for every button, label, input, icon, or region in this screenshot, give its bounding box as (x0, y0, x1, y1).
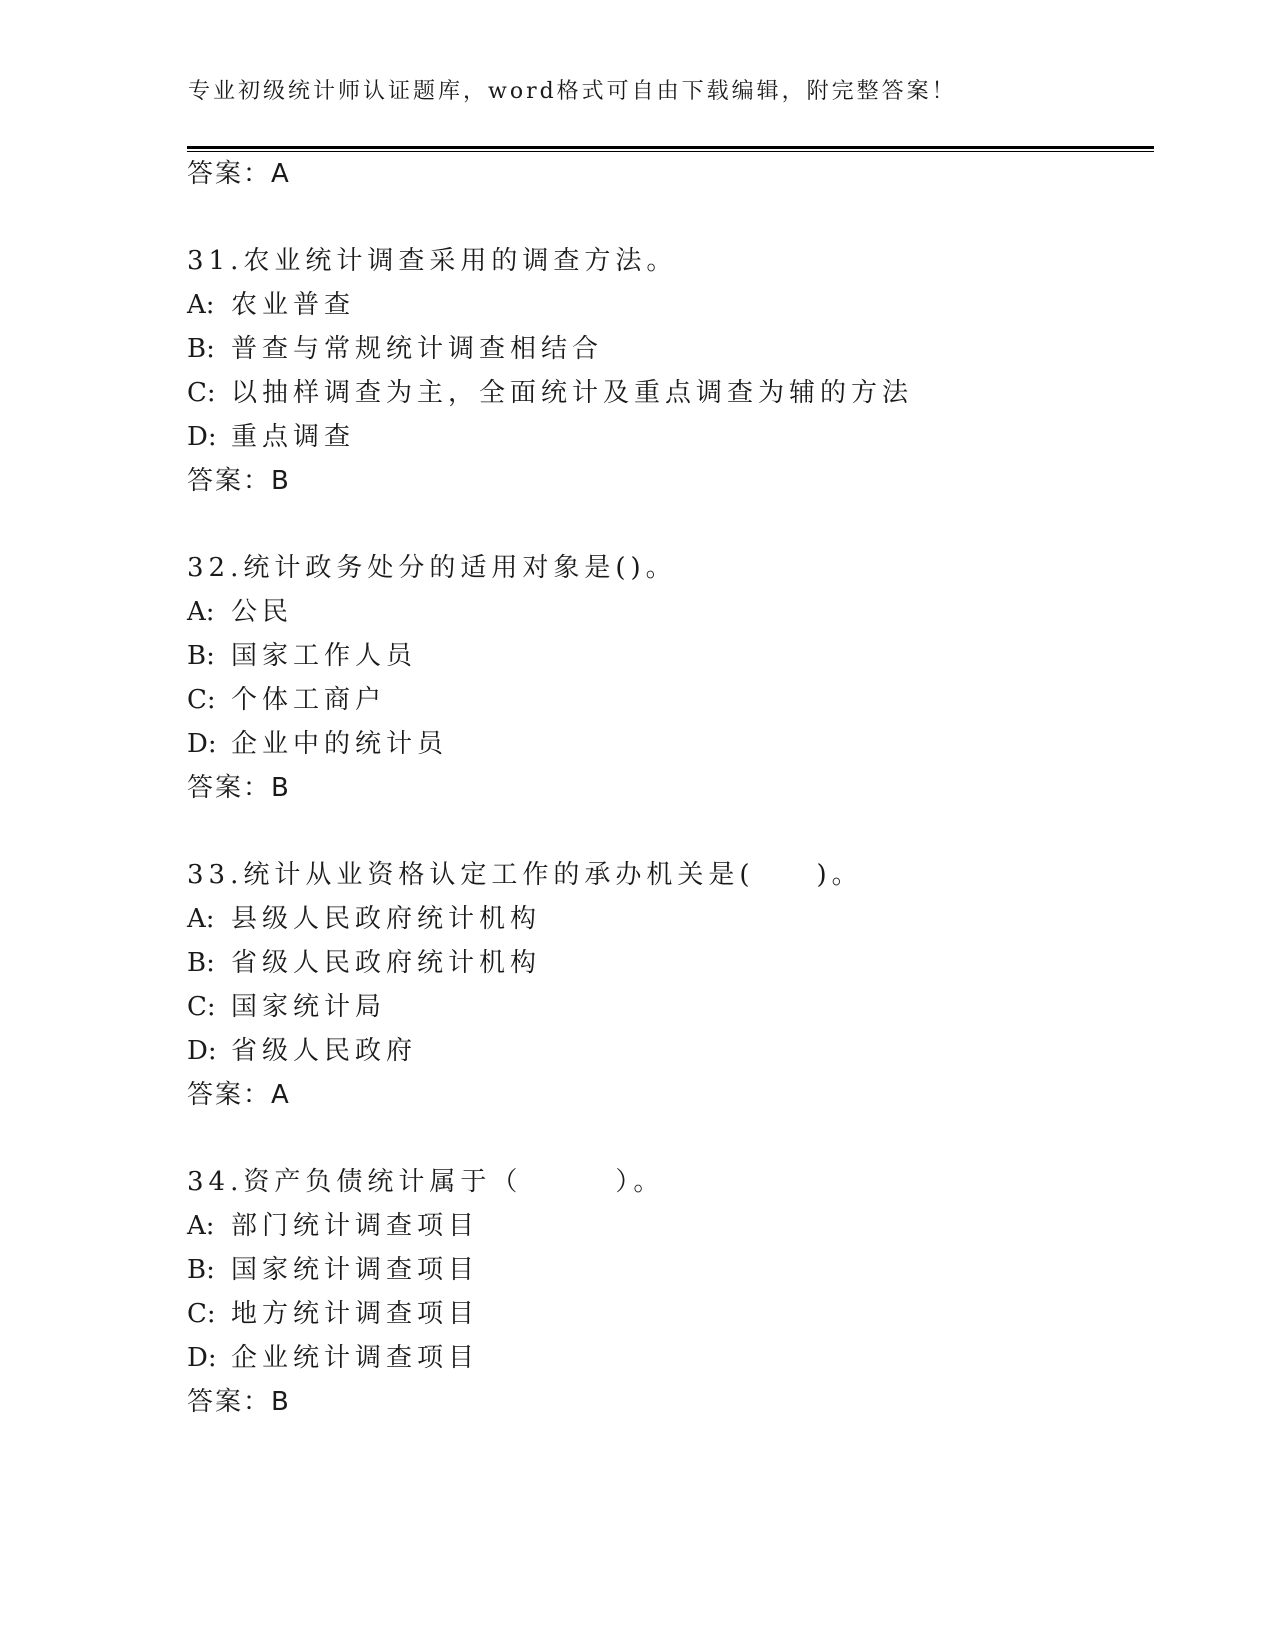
option-key: A: (187, 597, 215, 627)
answer-label: 答案： (187, 1387, 272, 1417)
page-header: 专业初级统计师认证题库，word格式可自由下载编辑，附完整答案！ (188, 79, 957, 104)
option-text: 重点调查 (231, 422, 356, 452)
option-text: 企业统计调查项目 (231, 1343, 480, 1373)
option-key: C: (187, 378, 216, 408)
option-b (187, 333, 603, 365)
option-key: D: (187, 1036, 217, 1066)
option-c (187, 377, 913, 409)
option-key: B: (187, 1255, 215, 1285)
option-key: B: (187, 641, 215, 671)
option-a (187, 596, 293, 628)
option-c (187, 684, 386, 716)
answer-value: B (271, 773, 291, 803)
option-key: A: (187, 904, 215, 934)
answer-line (187, 1079, 291, 1111)
answer-line (187, 772, 291, 804)
option-text: 省级人民政府统计机构 (231, 948, 542, 978)
option-key: C: (187, 685, 216, 715)
option-key: A: (187, 290, 215, 320)
answer-value: A (271, 159, 291, 189)
answer-value: B (271, 466, 291, 496)
option-text: 农业普查 (231, 290, 356, 320)
option-key: C: (187, 992, 216, 1022)
option-text: 国家统计局 (231, 992, 387, 1022)
answer-label: 答案： (187, 773, 272, 803)
header-rule-thick (187, 146, 1154, 149)
option-c (187, 991, 386, 1023)
option-c (187, 1298, 479, 1330)
header-rule-thin (187, 151, 1154, 152)
option-b (187, 1254, 479, 1286)
option-key: D: (187, 1343, 217, 1373)
option-key: C: (187, 1299, 216, 1329)
answer-label: 答案： (187, 159, 272, 189)
answer-value: B (271, 1387, 291, 1417)
option-text: 个体工商户 (231, 685, 387, 715)
option-text: 普查与常规统计调查相结合 (231, 334, 604, 364)
option-text: 国家统计调查项目 (231, 1255, 480, 1285)
option-a (187, 1210, 479, 1242)
option-key: D: (187, 729, 217, 759)
option-text: 国家工作人员 (231, 641, 418, 671)
option-a (187, 289, 355, 321)
option-b (187, 640, 417, 672)
option-b (187, 947, 541, 979)
option-a (187, 903, 541, 935)
option-d (187, 421, 355, 453)
option-key: A: (187, 1211, 215, 1241)
option-text: 县级人民政府统计机构 (231, 904, 542, 934)
question-stem: 32.统计政务处分的适用对象是()。 (187, 553, 677, 583)
option-text: 省级人民政府 (231, 1036, 418, 1066)
question-stem: 33.统计从业资格认定工作的承办机关是( )。 (187, 860, 863, 890)
option-d (187, 1035, 417, 1067)
question-stem: 34.资产负债统计属于（ ）。 (187, 1167, 665, 1197)
question-stem: 31.农业统计调查采用的调查方法。 (187, 246, 678, 276)
answer-line (187, 465, 291, 497)
answer-value: A (271, 1080, 291, 1110)
answer-line (187, 1386, 291, 1418)
option-key: B: (187, 948, 215, 978)
answer-label: 答案： (187, 1080, 272, 1110)
answer-line (187, 158, 291, 190)
option-text: 部门统计调查项目 (231, 1211, 480, 1241)
option-text: 以抽样调查为主，全面统计及重点调查为辅的方法 (231, 378, 914, 408)
option-key: D: (187, 422, 217, 452)
option-d (187, 728, 448, 760)
option-text: 企业中的统计员 (231, 729, 449, 759)
answer-label: 答案： (187, 466, 272, 496)
option-d (187, 1342, 479, 1374)
option-text: 公民 (231, 597, 294, 627)
option-text: 地方统计调查项目 (231, 1299, 480, 1329)
option-key: B: (187, 334, 215, 364)
